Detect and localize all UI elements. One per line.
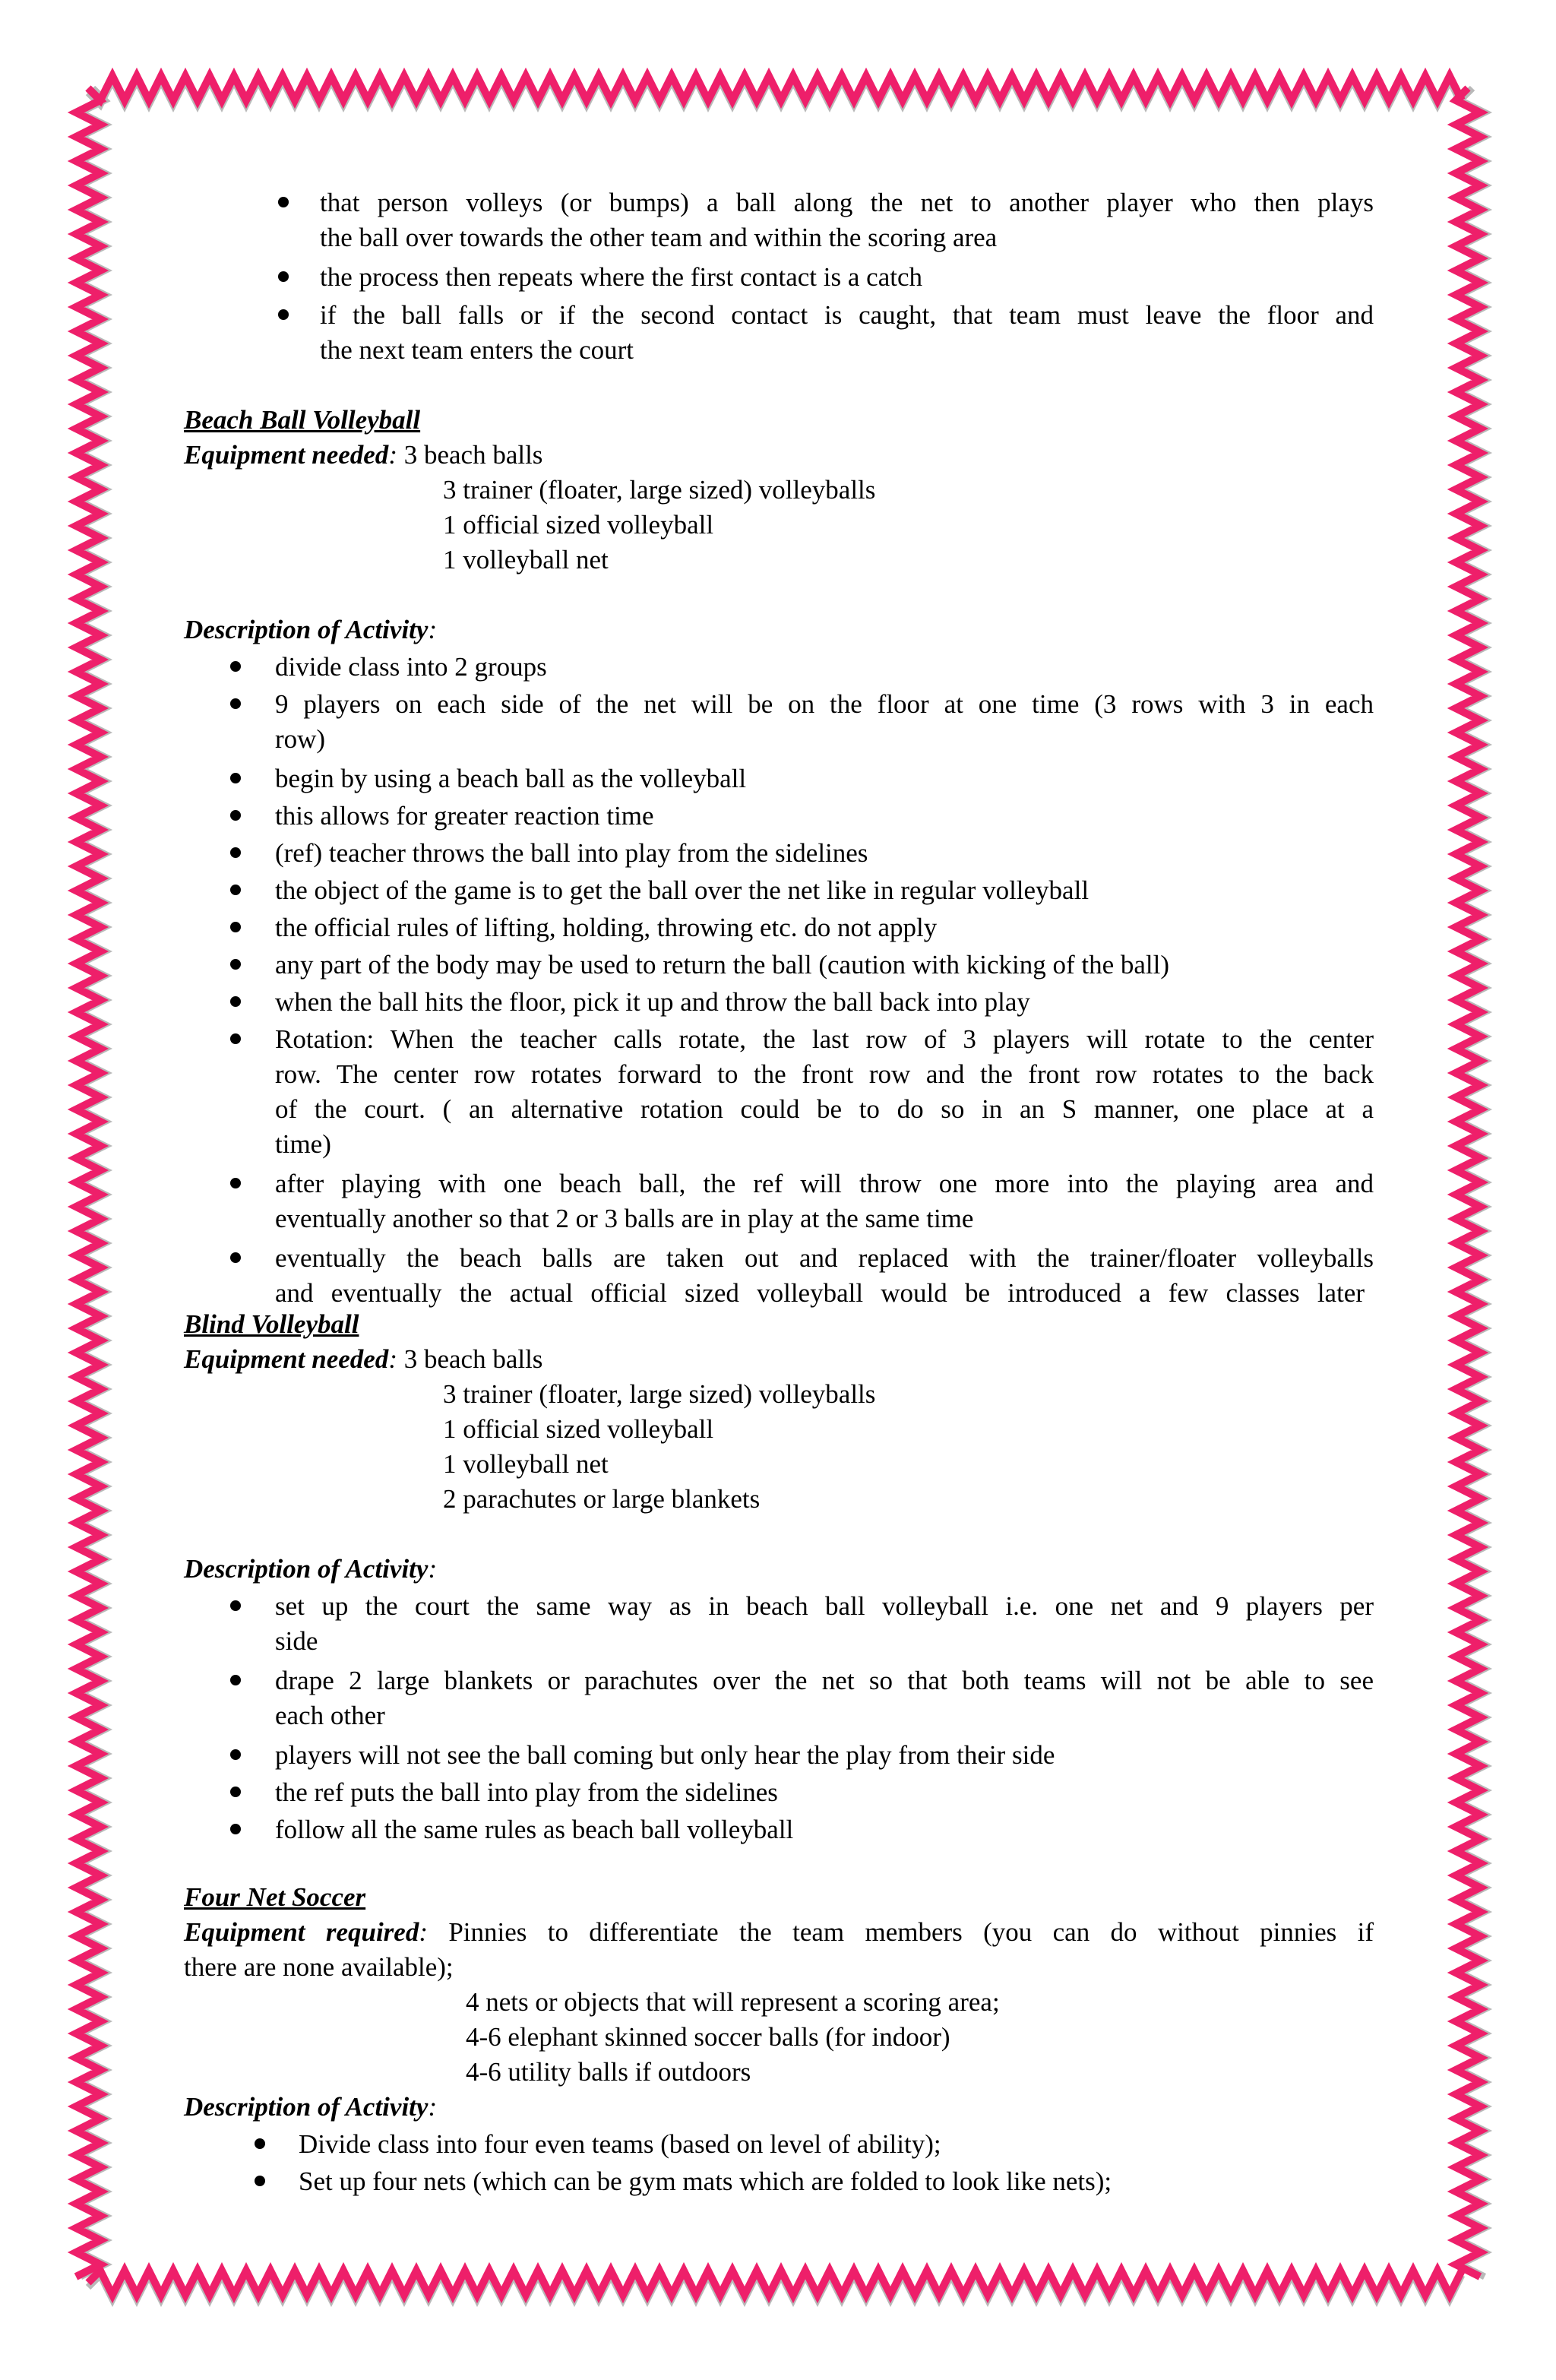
activity-bullet: the official rules of lifting, holding, throwing etc. do not apply [275, 913, 938, 942]
description-heading [184, 1552, 437, 1587]
activity-bullet-line: row. The center row rotates forward to the front row and the front row rotates to the back [275, 1059, 1374, 1089]
bullet-dot [230, 996, 241, 1007]
activity-bullet: (ref) teacher throws the ball into play from the sidelines [275, 838, 868, 868]
intro-bullet-3-line-2: the next team enters the court [320, 335, 634, 365]
bullet-dot [230, 1787, 241, 1797]
bullet-dot [230, 661, 241, 672]
equipment-label: Equipment needed [184, 440, 389, 470]
activity-bullet: follow all the same rules as beach ball volleyball [275, 1815, 794, 1844]
activity-bullet: divide class into 2 groups [275, 652, 547, 682]
bullet-dot [278, 309, 289, 320]
activity-bullet-line: of the court. ( an alternative rotation could be to do so in an S manner, one place at a [275, 1094, 1374, 1124]
equipment-item: 3 beach balls [403, 1344, 543, 1374]
equipment-item: 1 official sized volleyball [443, 510, 714, 540]
bullet-dot [278, 197, 289, 207]
bullet-dot [230, 1600, 241, 1611]
section-title-blind-volleyball: Blind Volleyball [184, 1309, 359, 1339]
bullet-dot [230, 1749, 241, 1760]
label-colon: : [388, 1344, 397, 1374]
label-colon: : [428, 1554, 438, 1584]
section-title-four-net-soccer: Four Net Soccer [184, 1882, 366, 1912]
bullet-dot [230, 698, 241, 709]
intro-bullet-3-line-1: if the ball falls or if the second contact is caught, that team must leave the floor and [320, 300, 1374, 330]
activity-bullet-line: drape 2 large blankets or parachutes over the net so that both teams will not be able to see [275, 1666, 1374, 1695]
activity-bullet: the object of the game is to get the ball over the net like in regular volleyball [275, 875, 1090, 905]
activity-bullet-line: and eventually the actual official sized volleyball would be introduced a few classes later [275, 1278, 1365, 1308]
description-heading [184, 2090, 437, 2125]
description-heading [184, 612, 437, 647]
intro-bullet-1-line-1: that person volleys (or bumps) a ball along the net to another player who then plays [320, 188, 1374, 217]
activity-bullet-line: eventually another so that 2 or 3 balls are in play at the same time [275, 1204, 974, 1233]
equipment-label: Equipment needed [184, 1344, 389, 1374]
equipment-item: 1 volleyball net [443, 1449, 609, 1479]
bullet-dot [230, 885, 241, 895]
label-colon: : [388, 440, 397, 470]
equipment-text-line: there are none available); [184, 1952, 454, 1982]
equipment-line [184, 438, 542, 473]
activity-bullet-line: after playing with one beach ball, the ref will throw one more into the playing area and [275, 1169, 1374, 1198]
activity-bullet: any part of the body may be used to return the ball (caution with kicking of the ball) [275, 950, 1170, 980]
equipment-line [184, 1342, 542, 1377]
bullet-dot [255, 2138, 265, 2149]
equipment-item: 4-6 utility balls if outdoors [466, 2057, 751, 2087]
bullet-dot [230, 1252, 241, 1263]
activity-bullet: Set up four nets (which can be gym mats which are folded to look like nets); [299, 2166, 1112, 2196]
equipment-item: 3 beach balls [403, 440, 543, 470]
description-label: Description of Activity [184, 2092, 429, 2122]
bullet-dot [230, 959, 241, 970]
intro-bullet-2: the process then repeats where the first contact is a catch [320, 262, 922, 292]
activity-bullet: begin by using a beach ball as the volleyball [275, 764, 747, 793]
bullet-dot [230, 1178, 241, 1188]
description-label: Description of Activity [184, 615, 429, 644]
intro-bullet-1-line-2: the ball over towards the other team and within the scoring area [320, 223, 998, 252]
bullet-dot [230, 922, 241, 932]
activity-bullet: Divide class into four even teams (based on level of ability); [299, 2129, 941, 2159]
equipment-item: 2 parachutes or large blankets [443, 1484, 761, 1514]
activity-bullet-line: eventually the beach balls are taken out and replaced with the trainer/floater volleyballs [275, 1243, 1374, 1273]
activity-bullet-line: time) [275, 1129, 331, 1159]
activity-bullet: when the ball hits the floor, pick it up and throw the ball back into play [275, 987, 1030, 1017]
equipment-item: 1 volleyball net [443, 545, 609, 574]
label-colon: : [428, 615, 438, 644]
activity-bullet-line: row) [275, 724, 326, 754]
description-label: Description of Activity [184, 1554, 429, 1584]
bullet-dot [230, 773, 241, 783]
equipment-line [184, 1915, 1374, 1950]
activity-bullet-line: side [275, 1626, 318, 1656]
section-title-beach-ball-volleyball: Beach Ball Volleyball [184, 405, 421, 435]
bullet-dot [230, 1033, 241, 1044]
activity-bullet: players will not see the ball coming but only hear the play from their side [275, 1740, 1055, 1770]
bullet-dot [255, 2176, 265, 2186]
bullet-dot [230, 847, 241, 858]
label-colon: : [419, 1917, 428, 1947]
activity-bullet-line: each other [275, 1701, 385, 1730]
activity-bullet-line: 9 players on each side of the net will be on the floor at one time (3 rows with 3 in each [275, 689, 1374, 719]
bullet-dot [278, 271, 289, 282]
equipment-text: Pinnies to differentiate the team members (you can do without pinnies if [427, 1917, 1374, 1947]
bullet-dot [230, 810, 241, 821]
activity-bullet: this allows for greater reaction time [275, 801, 654, 831]
equipment-label: Equipment required [184, 1917, 419, 1947]
activity-bullet: the ref puts the ball into play from the sidelines [275, 1777, 778, 1807]
activity-bullet-line: Rotation: When the teacher calls rotate, the last row of 3 players will rotate to the center [275, 1024, 1374, 1054]
equipment-item: 4-6 elephant skinned soccer balls (for indoor) [466, 2022, 950, 2052]
bullet-dot [230, 1675, 241, 1685]
equipment-item: 3 trainer (floater, large sized) volleyballs [443, 1379, 876, 1409]
bullet-dot [230, 1824, 241, 1834]
equipment-item: 3 trainer (floater, large sized) volleyballs [443, 475, 876, 505]
equipment-item: 1 official sized volleyball [443, 1414, 714, 1444]
label-colon: : [428, 2092, 438, 2122]
activity-bullet-line: set up the court the same way as in beach ball volleyball i.e. one net and 9 players per [275, 1591, 1374, 1621]
equipment-item: 4 nets or objects that will represent a scoring area; [466, 1987, 1000, 2017]
